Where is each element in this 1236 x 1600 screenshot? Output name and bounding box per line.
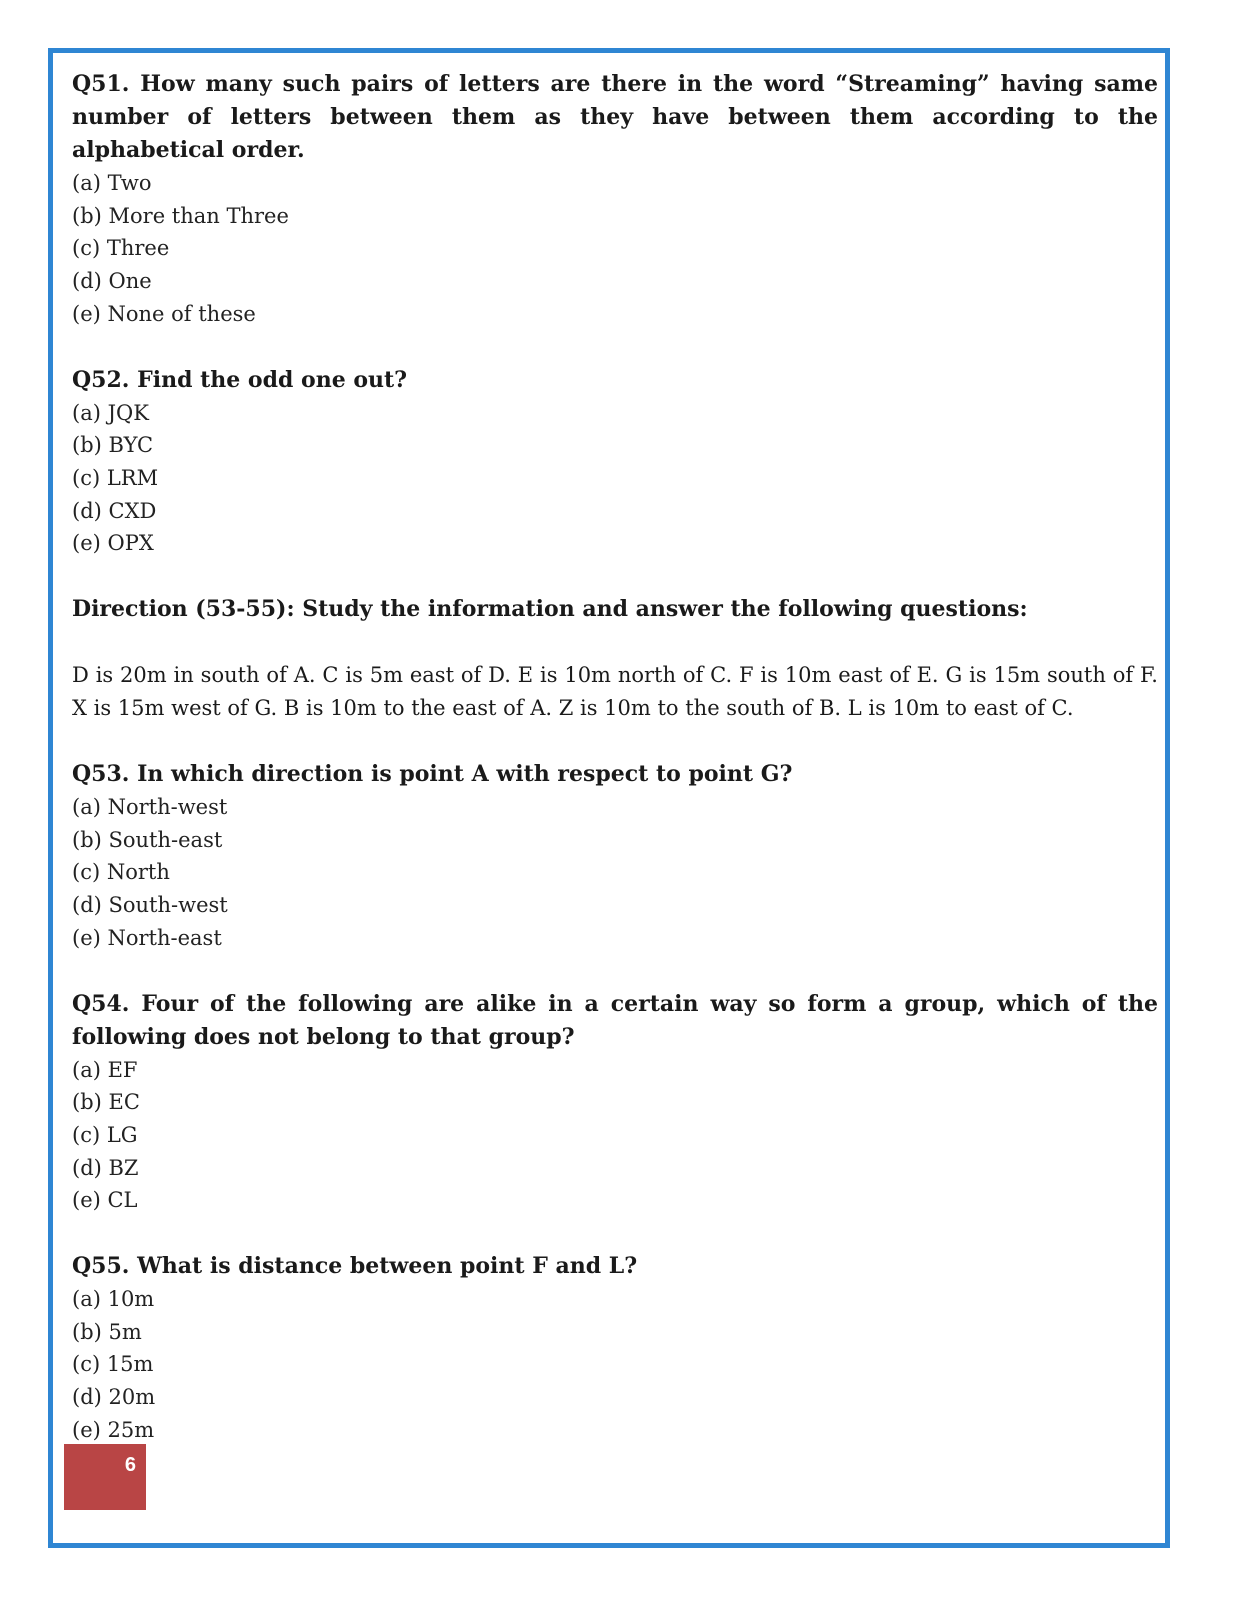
option: (c) Three bbox=[72, 236, 170, 261]
option: (e) None of these bbox=[72, 301, 256, 326]
option: (c) 15m bbox=[72, 1352, 154, 1377]
page-content bbox=[72, 68, 1158, 1480]
option: (a) Two bbox=[72, 171, 152, 195]
question-title: Q51. How many such pairs of letters are there in the word “Streaming” having same number of letters between them as they have between them according to the alphabetical order. bbox=[72, 71, 1158, 163]
question-title: Q54. Four of the following are alike in a certain way so form a group, which of the following does not belong to that group? bbox=[72, 990, 1158, 1050]
option: (a) EF bbox=[72, 1057, 138, 1082]
option: (b) More than Three bbox=[72, 203, 289, 228]
option: (e) CL bbox=[72, 1188, 138, 1213]
option: (d) 20m bbox=[72, 1385, 156, 1410]
question-51 bbox=[72, 68, 1158, 331]
option: (a) North-west bbox=[72, 795, 228, 820]
option: (e) North-east bbox=[72, 925, 222, 950]
question-52 bbox=[72, 364, 1158, 561]
option: (d) CXD bbox=[72, 498, 157, 523]
direction-text: D is 20m in south of A. C is 5m east of D. E is 10m north of C. F is 10m east of E. G is 15m south of F. X is 15m west of G. B is 10m to the east of A. Z is 10m to the south of B. L is 10m to east of C. bbox=[72, 663, 1158, 721]
question-title: Q52. Find the odd one out? bbox=[72, 366, 408, 393]
direction-heading: Direction (53-55): Study the information and answer the following questions: bbox=[72, 596, 1028, 623]
option: (b) BYC bbox=[72, 433, 154, 458]
question-title: Q55. What is distance between point F and L? bbox=[72, 1253, 638, 1280]
option: (b) EC bbox=[72, 1090, 140, 1115]
option: (d) One bbox=[72, 269, 152, 294]
option: (d) BZ bbox=[72, 1155, 139, 1180]
option: (a) 10m bbox=[72, 1287, 155, 1312]
option: (e) OPX bbox=[72, 531, 154, 556]
option: (b) 5m bbox=[72, 1319, 142, 1344]
option: (c) LG bbox=[72, 1122, 138, 1147]
question-53 bbox=[72, 758, 1158, 955]
question-title: Q53. In which direction is point A with respect to point G? bbox=[72, 761, 793, 788]
option: (b) South-east bbox=[72, 827, 223, 852]
option: (a) JQK bbox=[72, 400, 149, 425]
page-number: 6 bbox=[124, 1454, 136, 1476]
option: (e) 25m bbox=[72, 1417, 155, 1442]
page-number-box bbox=[64, 1444, 146, 1510]
option: (d) South-west bbox=[72, 893, 228, 918]
question-54 bbox=[72, 988, 1158, 1218]
option: (c) LRM bbox=[72, 465, 159, 490]
question-55 bbox=[72, 1250, 1158, 1447]
option: (c) North bbox=[72, 860, 170, 885]
